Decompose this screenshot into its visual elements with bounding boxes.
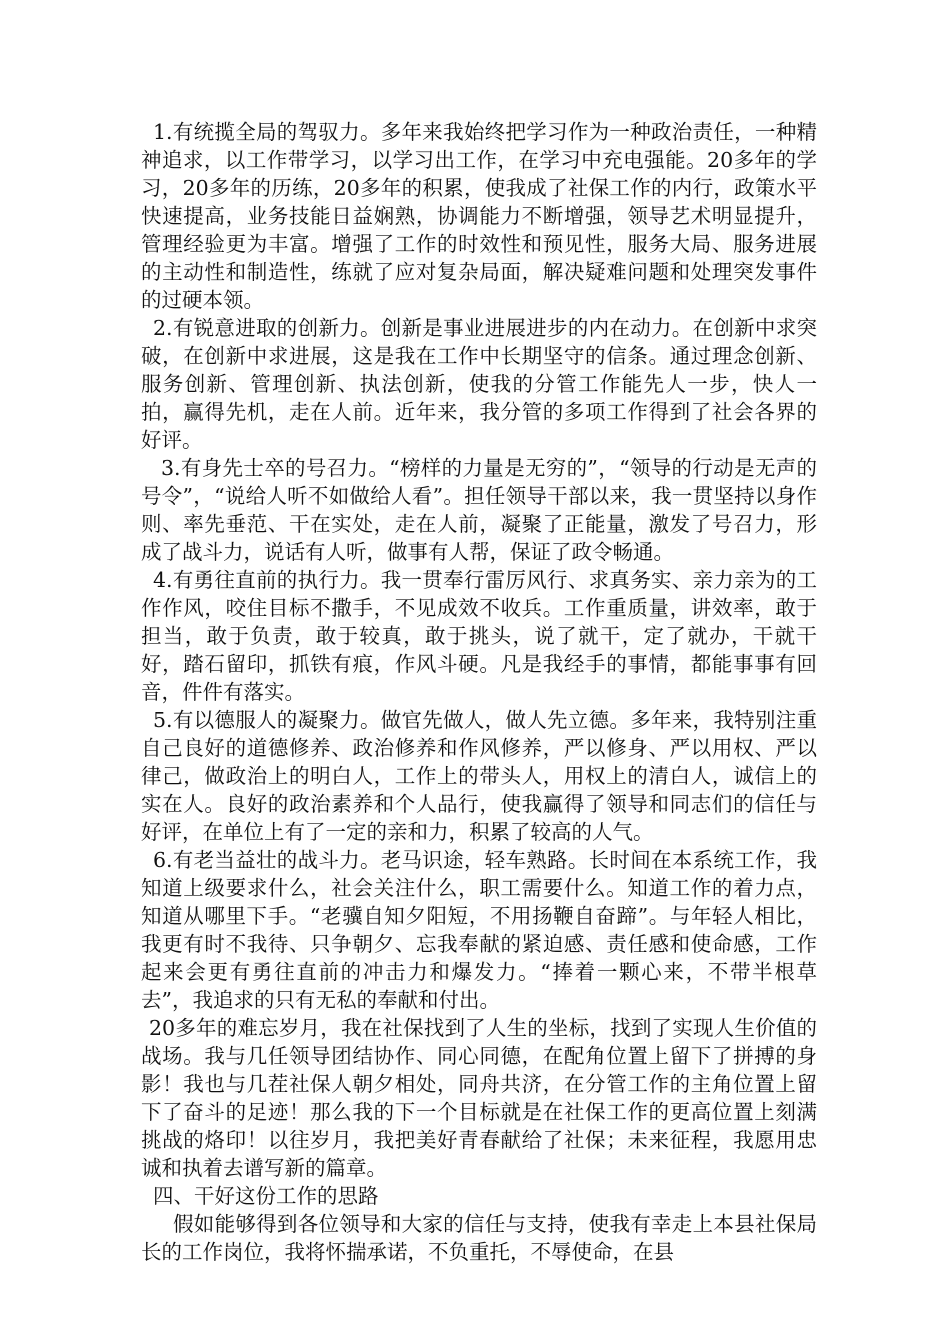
- document-page: [141, 118, 817, 1266]
- paragraph-8: 假如能够得到各位领导和大家的信任与支持，使我有幸走上本县社保局长的工作岗位，我将怀揣承诺，不负重托，不辱使命，在县: [141, 1212, 817, 1264]
- paragraph-5: 5.有以德服人的凝聚力。做官先做人，做人先立德。多年来，我特别注重自己良好的道德修养、政治修养和作风修养，严以修身、严以用权、严以律己，做政治上的明白人，工作上的带头人，用权上的清白人，诚信上的实在人。良好的政治素养和个人品行，使我赢得了领导和同志们的信任与好评，在单位上有了一定的亲和力，积累了较高的人气。: [141, 708, 817, 844]
- paragraph-3: 3.有身先士卒的号召力。“榜样的力量是无穷的”，“领导的行动是无声的号令”，“说给人听不如做给人看”。担任领导干部以来，我一贯坚持以身作则、率先垂范、干在实处，走在人前，凝聚了正能量，激发了号召力，形成了战斗力，说话有人听，做事有人帮，保证了政令畅通。: [141, 456, 817, 564]
- paragraph-2: 2.有锐意进取的创新力。创新是事业进展进步的内在动力。在创新中求突破，在创新中求进展，这是我在工作中长期坚守的信条。通过理念创新、服务创新、管理创新、执法创新，使我的分管工作能先人一步，快人一拍，赢得先机，走在人前。近年来，我分管的多项工作得到了社会各界的好评。: [141, 316, 817, 452]
- paragraph-7: 20多年的难忘岁月，我在社保找到了人生的坐标，找到了实现人生价值的战场。我与几任领导团结协作、同心同德，在配角位置上留下了拼搏的身影！我也与几茬社保人朝夕相处，同舟共济，在分管工作的主角位置上留下了奋斗的足迹！那么我的下一个目标就是在社保工作的更高位置上刻满挑战的烙印！以往岁月，我把美好青春献给了社保；未来征程，我愿用忠诚和执着去谱写新的篇章。: [141, 1016, 817, 1180]
- paragraph-4: 4.有勇往直前的执行力。我一贯奉行雷厉风行、求真务实、亲力亲为的工作作风，咬住目标不撒手，不见成效不收兵。工作重质量，讲效率，敢于担当，敢于负责，敢于较真，敢于挑头，说了就干，定了就办，干就干好，踏石留印，抓铁有痕，作风斗硬。凡是我经手的事情，都能事事有回音，件件有落实。: [141, 568, 817, 704]
- section-heading: 四、干好这份工作的思路: [153, 1184, 379, 1208]
- paragraph-1: 1.有统揽全局的驾驭力。多年来我始终把学习作为一种政治责任，一种精神追求，以工作带学习，以学习出工作，在学习中充电强能。20多年的学习，20多年的历练，20多年的积累，使我成了社保工作的内行，政策水平快速提高，业务技能日益娴熟，协调能力不断增强，领导艺术明显提升，管理经验更为丰富。增强了工作的时效性和预见性，服务大局、服务进展的主动性和制造性，练就了应对复杂局面，解决疑难问题和处理突发事件的过硬本领。: [141, 120, 817, 312]
- paragraph-6: 6.有老当益壮的战斗力。老马识途，轻车熟路。长时间在本系统工作，我知道上级要求什么，社会关注什么，职工需要什么。知道工作的着力点，知道从哪里下手。“老骥自知夕阳短，不用扬鞭自奋蹄”。与年轻人相比，我更有时不我待、只争朝夕、忘我奉献的紧迫感、责任感和使命感，工作起来会更有勇往直前的冲击力和爆发力。“捧着一颗心来，不带半根草去”，我追求的只有无私的奉献和付出。: [141, 848, 817, 1012]
